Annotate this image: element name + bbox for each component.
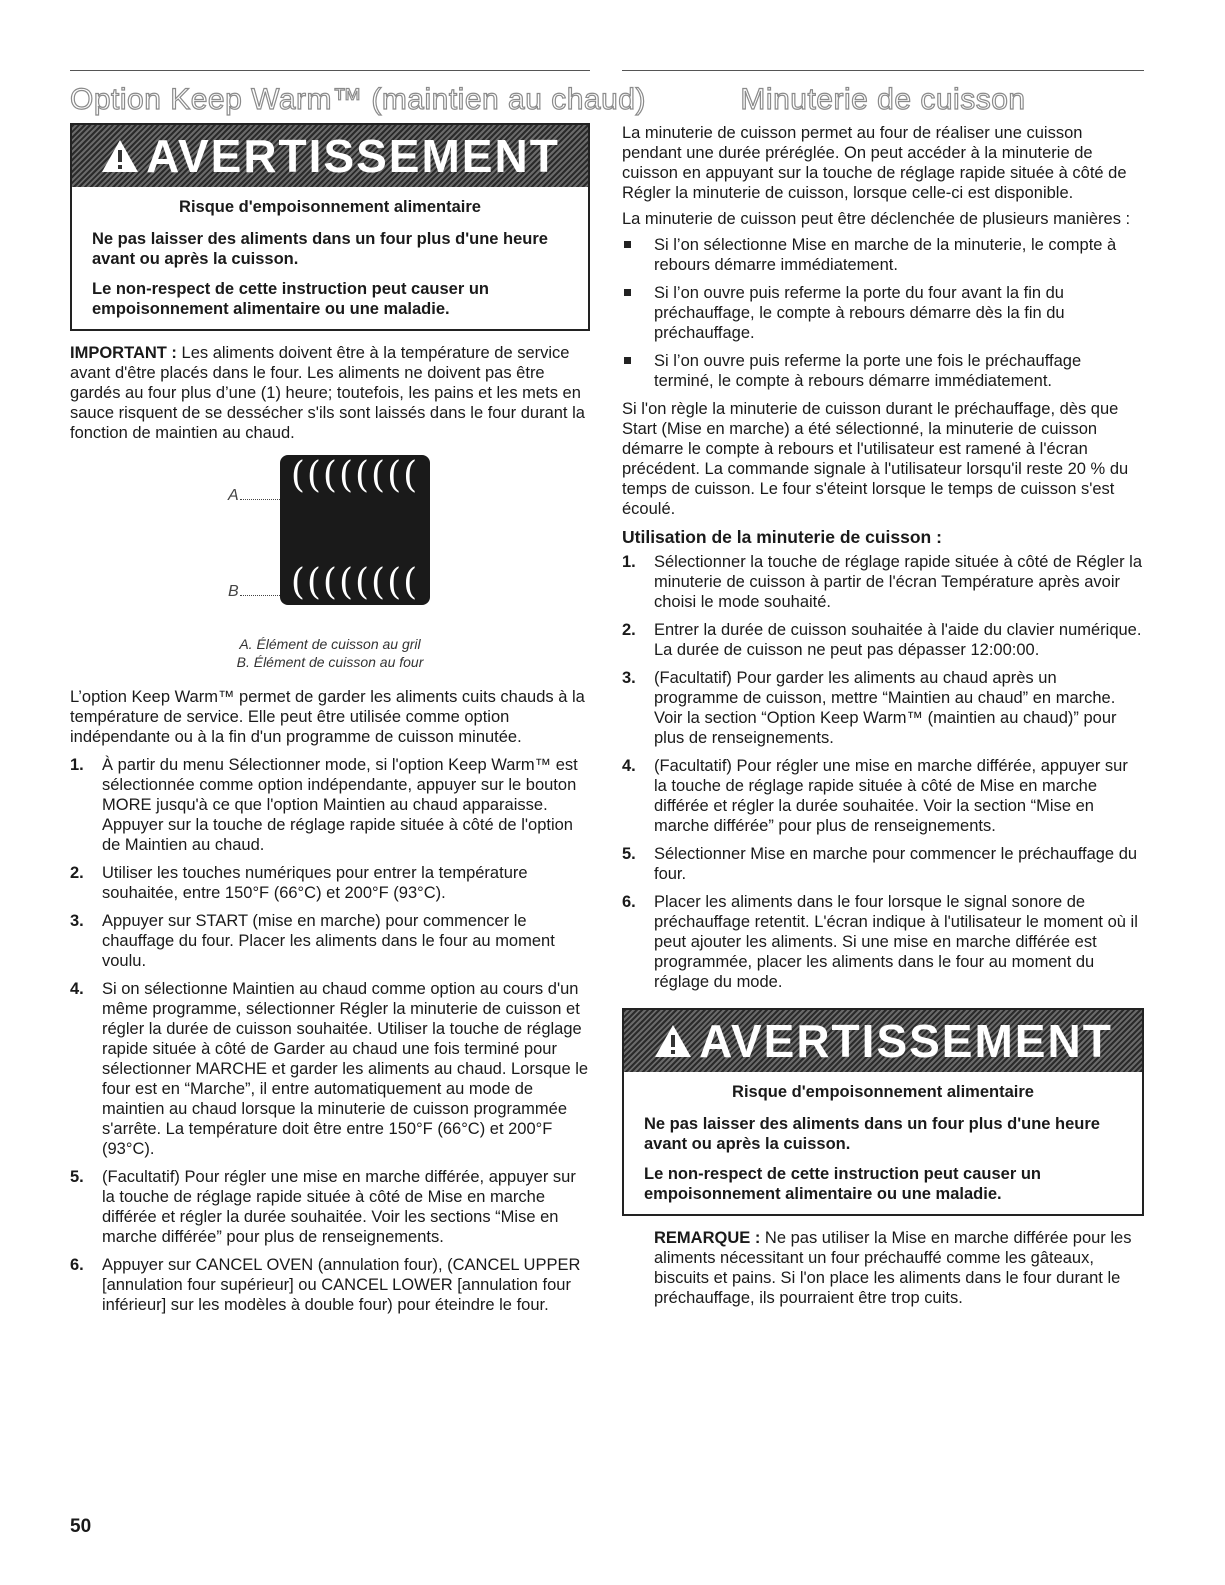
important-text: Les aliments doivent être à la température de service avant d'être placés dans le four. Les aliments ne doivent pas être gardés au four plus d’une (1) heure; toutefois, les pains et les mets en sauce risquent de se dessécher s'ils sont laissés dans le four durant la fonction de maintien au chaud. [70,344,585,442]
list-item [70,755,590,855]
right-column [622,70,1144,1308]
remark-label: REMARQUE : [654,1229,761,1247]
preheat-timer-paragraph: Si l'on règle la minuterie de cuisson durant le préchauffage, dès que Start (Mise en marche) a été sélectionné, la minuterie de cuisson démarre le compte à rebours et l'utilisateur est ramené à l'écran précédent. La commande signale à l'utilisateur lorsqu'il reste 20 % du temps de cuisson. Le four s'éteint lorsque le temps de cuisson s'est écoulé. [622,400,1129,518]
section-title-keep-warm: Option Keep Warm™ (maintien au chaud) [70,83,646,116]
cook-timer-trigger-intro: La minuterie de cuisson peut être déclenchée de plusieurs manières : [622,210,1131,228]
list-item [622,283,1144,343]
step-number: 2. [70,864,84,882]
warning-body [72,187,588,329]
warning-box [622,1008,1144,1216]
cook-timer-steps [622,552,1144,992]
warning-line-1: Ne pas laisser des aliments dans un four plus d'une heure avant ou après la cuisson. [644,1115,1100,1153]
step-text: Sélectionner Mise en marche pour commencer le préchauffage du four. [654,845,1138,883]
keep-warm-steps [70,755,590,1315]
warning-triangle-icon [653,1023,693,1059]
step-number: 5. [622,845,636,863]
step-number: 1. [622,553,636,571]
square-bullet-icon [624,241,631,248]
figure-label-b: B [228,583,239,600]
step-text: Appuyer sur START (mise en marche) pour commencer le chauffage du four. Placer les aliments dans le four au moment voulu. [102,912,555,970]
step-text: À partir du menu Sélectionner mode, si l'option Keep Warm™ est sélectionnée comme option indépendante, appuyer sur le bouton MORE jusqu'à ce que l'option Maintien au chaud apparaisse. Appuyer sur la touche de réglage rapide située à côté de l'option de Maintien au chaud. [102,756,578,854]
list-item [622,892,1144,992]
step-number: 4. [70,980,84,998]
warning-line-2: Le non-respect de cette instruction peut causer un empoisonnement alimentaire ou une maladie. [644,1165,1041,1203]
remark-text: Ne pas utiliser la Mise en marche différée pour les aliments nécessitant un four préchauffé comme les gâteaux, biscuits et pains. Si l'on place les aliments dans le four durant le préchauffage, ils pourraient être trop cuits. [654,1229,1132,1307]
step-number: 2. [622,621,636,639]
bake-element-icon: (((((((( [290,562,420,603]
bullet-text: Si l’on sélectionne Mise en marche de la minuterie, le compte à rebours démarre immédiatement. [654,236,1117,274]
step-number: 4. [622,757,636,775]
list-item [622,668,1144,748]
remark-paragraph [622,1228,1144,1308]
warning-risk: Risque d'empoisonnement alimentaire [179,198,481,216]
step-text: (Facultatif) Pour garder les aliments au chaud après un programme de cuisson, mettre “Maintien au chaud” en marche. Voir la section “Option Keep Warm™ (maintien au chaud)” pour plus de renseignements. [654,669,1117,747]
warning-body [624,1072,1142,1214]
step-text: (Facultatif) Pour régler une mise en marche différée, appuyer sur la touche de réglage rapide située à côté de Mise en marche différée et régler la durée souhaitée. Voir les sections “Mise en marche différée” pour plus de renseignements. [102,1168,576,1246]
step-text: Sélectionner la touche de réglage rapide située à côté de Régler la minuterie de cuisson à partir de l'écran Température après avoir choisi le mode souhaité. [654,553,1142,611]
square-bullet-icon [624,357,631,364]
square-bullet-icon [624,289,631,296]
list-item [70,863,590,903]
figure-label-a: A [228,487,239,504]
warning-header [72,125,588,187]
list-item [622,620,1144,660]
step-text: Utiliser les touches numériques pour entrer la température souhaitée, entre 150°F (66°C) et 200°F (93°C). [102,864,528,902]
step-text: Placer les aliments dans le four lorsque le signal sonore de préchauffage retentit. L'écran indique à l'utilisateur le moment où il peut ajouter les aliments. Si une mise en marche différée est programmée, placer les aliments dans le four au moment du réglage du mode. [654,893,1138,991]
step-number: 3. [622,669,636,687]
step-number: 6. [622,893,636,911]
caption-b: B. Élément de cuisson au four [236,654,424,670]
cook-timer-intro: La minuterie de cuisson permet au four de réaliser une cuisson pendant une durée préréglée. On peut accéder à la minuterie de cuisson en appuyant sur la touche de réglage rapide située à côté de Régler la minuterie de cuisson, lorsque celle-ci est disponible. [622,124,1127,202]
page-number: 50 [70,1516,92,1537]
list-item [70,1167,590,1247]
warning-line-2: Le non-respect de cette instruction peut causer un empoisonnement alimentaire ou une maladie. [92,280,489,318]
step-text: Si on sélectionne Maintien au chaud comme option au cours d'un même programme, sélectionner Régler la minuterie de cuisson et régler la durée de cuisson souhaitée. Utiliser la touche de réglage rapide située à côté de Garder au chaud une fois terminé pour sélectionner MARCHE et garder les aliments au chaud. Lorsque le four est en “Marche”, il entre automatiquement au mode de maintien au chaud lorsque la minuterie de cuisson programmée s'arrête. La température doit être entre 150°F (66°C) et 200°F (93°C). [102,980,589,1158]
important-paragraph [70,343,590,443]
list-item [622,552,1144,612]
warning-box [70,123,590,331]
caption-a: A. Élément de cuisson au gril [239,636,421,652]
list-item [70,979,590,1159]
step-number: 6. [70,1256,84,1274]
list-item [70,1255,590,1315]
step-text: (Facultatif) Pour régler une mise en marche différée, appuyer sur la touche de réglage rapide située à côté de Mise en marche différée et régler la durée souhaitée. Voir la section “Mise en marche différée” pour plus de renseignements. [654,757,1128,835]
left-column [70,70,646,1323]
warning-title: AVERTISSEMENT [146,130,560,182]
step-number: 1. [70,756,84,774]
step-text: Appuyer sur CANCEL OVEN (annulation four), (CANCEL UPPER [annulation four supérieur] ou CANCEL LOWER [annulation four inférieur] sur les modèles à double four) pour éteindre le four. [102,1256,581,1314]
bullet-text: Si l’on ouvre puis referme la porte du four avant la fin du préchauffage, le compte à rebours démarre dès la fin du préchauffage. [654,284,1065,342]
trigger-list [622,235,1144,391]
section-rule [622,70,1144,71]
list-item [622,351,1144,391]
warning-triangle-icon [100,138,140,174]
bullet-text: Si l’on ouvre puis referme la porte une fois le préchauffage terminé, le compte à rebours démarre immédiatement. [654,352,1082,390]
oven-cavity-illustration [280,455,430,605]
step-number: 3. [70,912,84,930]
warning-risk: Risque d'empoisonnement alimentaire [732,1083,1034,1101]
warning-header [624,1010,1142,1072]
warning-line-1: Ne pas laisser des aliments dans un four plus d'une heure avant ou après la cuisson. [92,230,548,268]
important-label: IMPORTANT : [70,344,177,362]
list-item [622,844,1144,884]
list-item [70,911,590,971]
list-item [622,756,1144,836]
section-rule [70,70,590,71]
list-item [622,235,1144,275]
broil-element-icon: (((((((( [290,455,420,496]
cook-timer-subheading: Utilisation de la minuterie de cuisson : [622,527,942,547]
warning-title: AVERTISSEMENT [699,1015,1113,1067]
oven-figure [70,455,590,625]
figure-caption [70,635,590,671]
section-title-cook-timer: Minuterie de cuisson [740,83,1026,116]
keep-warm-intro: L’option Keep Warm™ permet de garder les aliments cuits chauds à la température de service. Elle peut être utilisée comme option indépendante ou à la fin d'un programme de cuisson minutée. [70,688,585,746]
step-number: 5. [70,1168,84,1186]
step-text: Entrer la durée de cuisson souhaitée à l'aide du clavier numérique. La durée de cuisson ne peut pas dépasser 12:00:00. [654,621,1142,659]
